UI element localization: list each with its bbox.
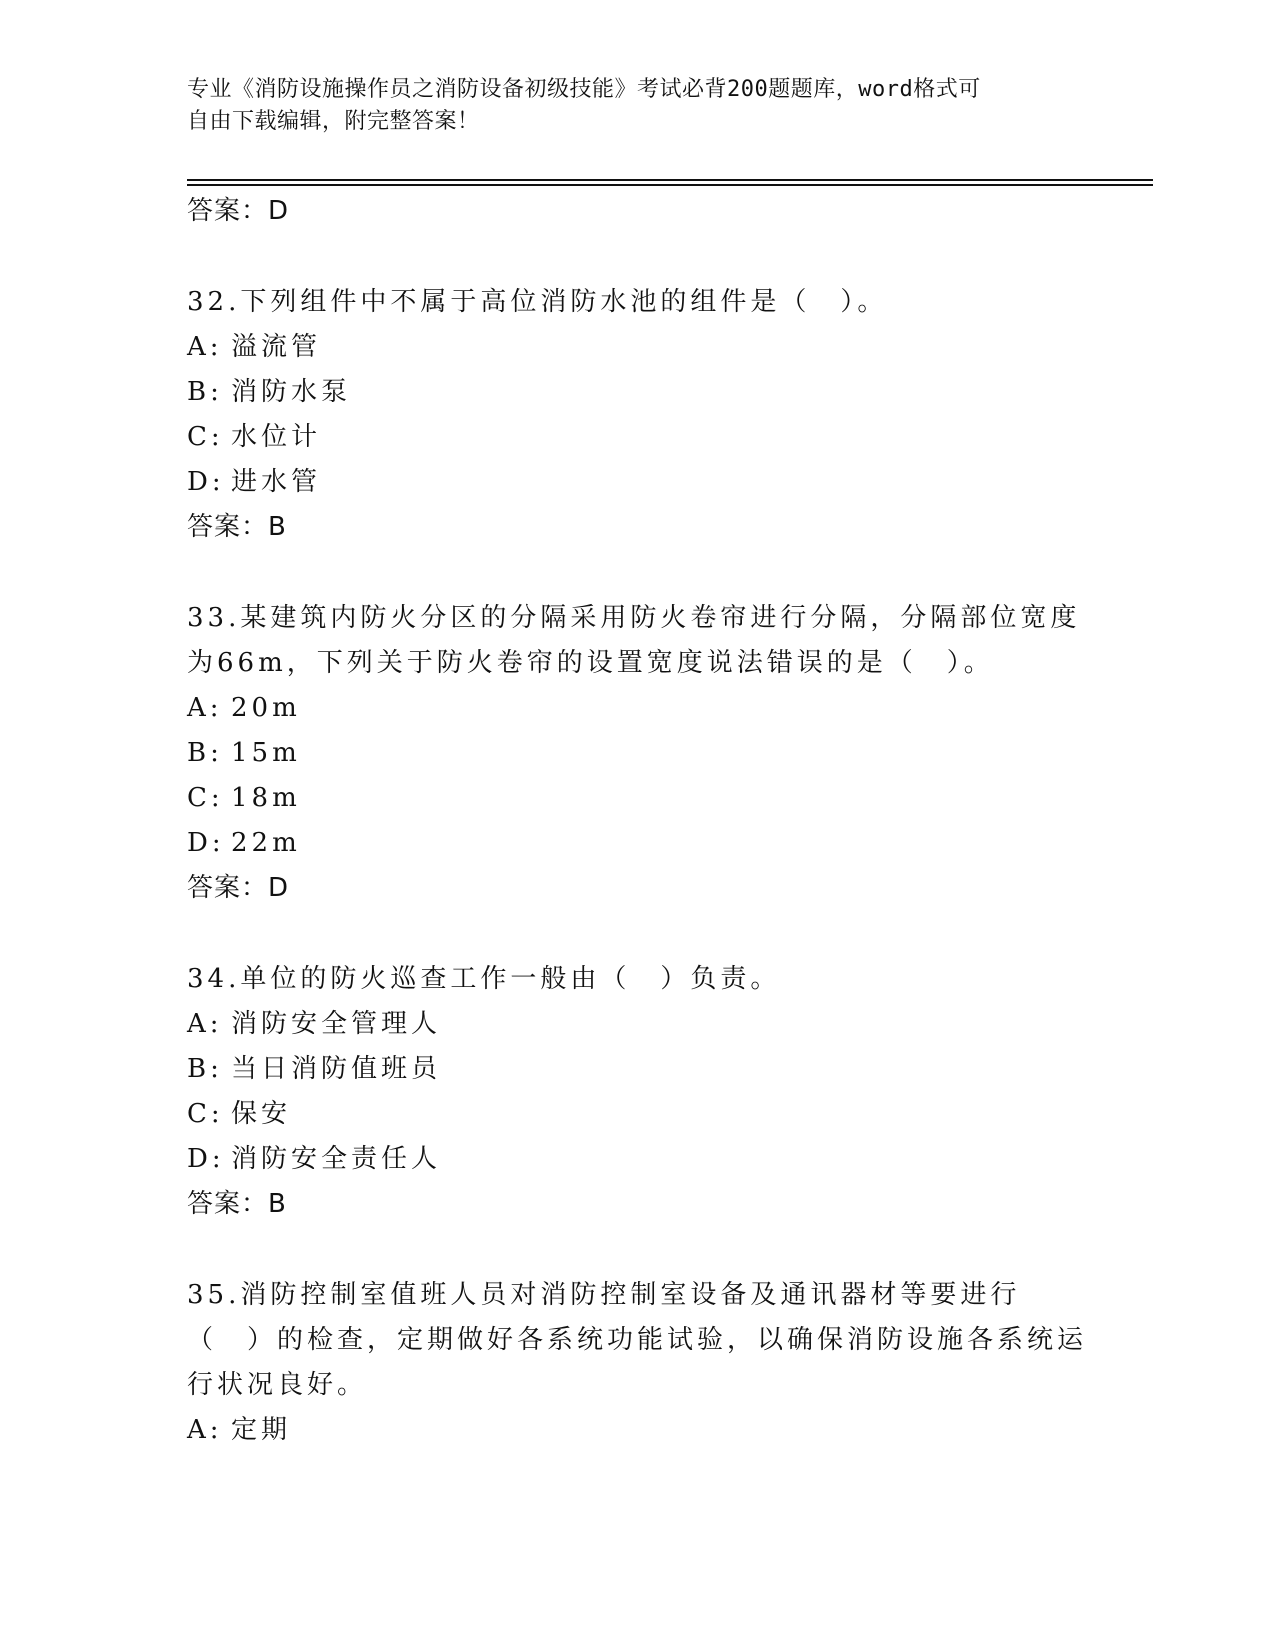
question-block bbox=[187, 957, 1087, 1227]
question-stem: 33.某建筑内防火分区的分隔采用防火卷帘进行分隔，分隔部位宽度为66m，下列关于防火卷帘的设置宽度说法错误的是（ ）。 bbox=[187, 603, 1081, 678]
question-block bbox=[187, 1273, 1087, 1453]
question-stem: 35.消防控制室值班人员对消防控制室设备及通讯器材等要进行（ ）的检查，定期做好各系统功能试验，以确保消防设施各系统运行状况良好。 bbox=[187, 1280, 1088, 1400]
header-divider-top bbox=[187, 179, 1153, 181]
option-c bbox=[187, 776, 1087, 821]
option-key: B: bbox=[187, 738, 223, 768]
option-d bbox=[187, 1137, 1087, 1182]
option-d bbox=[187, 460, 1087, 505]
answer-line: 答案：D bbox=[187, 873, 290, 903]
spacer bbox=[187, 1227, 1087, 1273]
answer-line: 答案：D bbox=[187, 196, 290, 226]
option-text: 当日消防值班员 bbox=[231, 1054, 442, 1084]
header-line-1: 专业《消防设施操作员之消防设备初级技能》考试必背200题题库，word格式可 bbox=[187, 77, 981, 102]
spacer bbox=[187, 550, 1087, 596]
header-divider-bottom bbox=[187, 184, 1153, 186]
option-text: 溢流管 bbox=[231, 332, 322, 362]
option-b bbox=[187, 370, 1087, 415]
question-list bbox=[187, 189, 1087, 1453]
option-text: 进水管 bbox=[231, 467, 322, 497]
spacer bbox=[187, 234, 1087, 280]
option-text: 水位计 bbox=[231, 422, 322, 452]
option-text: 消防安全责任人 bbox=[231, 1144, 442, 1174]
option-key: A: bbox=[187, 1415, 223, 1445]
option-text: 消防水泵 bbox=[231, 377, 352, 407]
option-key: A: bbox=[187, 1009, 223, 1039]
option-text: 22m bbox=[231, 828, 301, 858]
option-key: C: bbox=[187, 1099, 224, 1129]
header-line-2: 自由下载编辑，附完整答案！ bbox=[187, 109, 480, 134]
option-key: B: bbox=[187, 377, 223, 407]
option-text: 保安 bbox=[231, 1099, 292, 1129]
option-text: 定期 bbox=[231, 1415, 292, 1445]
option-text: 20m bbox=[231, 693, 301, 723]
option-key: D: bbox=[187, 1144, 225, 1174]
question-stem: 32.下列组件中不属于高位消防水池的组件是（ ）。 bbox=[187, 287, 888, 317]
question-block bbox=[187, 596, 1087, 911]
option-a bbox=[187, 686, 1087, 731]
answer-line: 答案：B bbox=[187, 512, 287, 542]
option-key: A: bbox=[187, 693, 223, 723]
option-text: 消防安全管理人 bbox=[231, 1009, 442, 1039]
option-key: D: bbox=[187, 828, 225, 858]
answer-line: 答案：B bbox=[187, 1189, 287, 1219]
option-text: 18m bbox=[231, 783, 301, 813]
option-b bbox=[187, 731, 1087, 776]
option-b bbox=[187, 1047, 1087, 1092]
option-key: A: bbox=[187, 332, 223, 362]
option-key: C: bbox=[187, 422, 224, 452]
document-header bbox=[187, 74, 1087, 138]
option-d bbox=[187, 821, 1087, 866]
option-key: B: bbox=[187, 1054, 223, 1084]
option-a bbox=[187, 325, 1087, 370]
spacer bbox=[187, 911, 1087, 957]
option-text: 15m bbox=[231, 738, 301, 768]
option-key: C: bbox=[187, 783, 224, 813]
question-block bbox=[187, 280, 1087, 550]
option-a bbox=[187, 1408, 1087, 1453]
option-c bbox=[187, 415, 1087, 460]
option-a bbox=[187, 1002, 1087, 1047]
option-c bbox=[187, 1092, 1087, 1137]
question-stem: 34.单位的防火巡查工作一般由（ ）负责。 bbox=[187, 964, 781, 994]
option-key: D: bbox=[187, 467, 225, 497]
